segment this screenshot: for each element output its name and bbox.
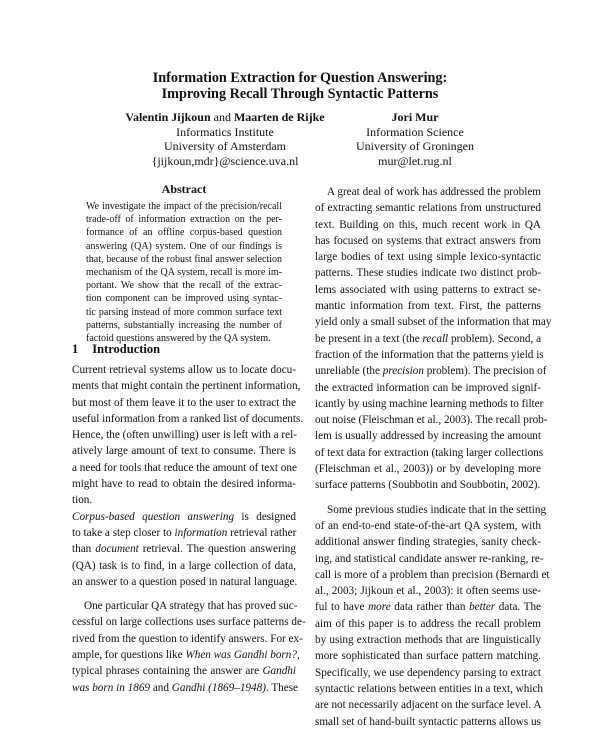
section-number: 1	[72, 342, 79, 356]
text-line: large bodies of text using simple lexico-syntactic	[315, 251, 541, 264]
author-email: {jijkoun,mdr}@science.uva.nl	[151, 153, 299, 168]
title-line-1: Information Extraction for Question Answering:	[152, 70, 448, 86]
text-line: useful information from a ranked list of documents.	[72, 412, 304, 425]
text-line: ments that might contain the pertinent information,	[72, 380, 301, 393]
text-line: We investigate the impact of the precision/recall	[86, 201, 282, 212]
text-line: are not necessarily adjacent on the surface level. A	[315, 699, 542, 712]
text-line: answering (QA) system. One of our findings is	[86, 240, 282, 252]
text-line: yield only a small subset of the information that may	[315, 316, 552, 329]
text-line: unreliable (the precision problem). The precision of	[315, 365, 547, 378]
text-line: portant. We show that the recall of the extrac-	[86, 280, 282, 292]
affiliation: University of Groningen	[356, 139, 474, 153]
text-line: might have to read to obtain the desired informa-	[72, 478, 296, 491]
text-line: an answer to a question posed in natural language.	[72, 575, 298, 588]
intro-paragraph-2	[72, 598, 306, 647]
text-line: trade-off of information extraction on the per-	[86, 214, 282, 226]
author-email: mur@let.rug.nl	[378, 153, 452, 168]
text-line: small set of hand-built syntactic patterns allows us	[315, 715, 541, 728]
text-line: (Fleischman et al., 2003)) or by developing more	[315, 463, 541, 476]
text-line: lems associated with using patterns to extract se-	[315, 283, 541, 296]
text-line: syntactic relations between entities in a text, which	[315, 682, 544, 695]
text-line: surface patterns (Soubbotin and Soubbotin, 2002).	[315, 479, 541, 492]
title-line-2: Improving Recall Through Syntactic Patterns	[161, 86, 439, 102]
text-line: atively large amount of text to consume. There is	[72, 445, 296, 458]
right-paragraph-2-cont	[315, 616, 544, 730]
text-line: formance of an offline corpus-based question	[86, 227, 282, 239]
text-line: out noise (Fleischman et al., 2003). The recall prob-	[315, 414, 548, 427]
text-line: patterns, substantially increasing the number of	[86, 319, 282, 331]
text-line: factoid questions answered by the QA system.	[86, 333, 271, 345]
text-line: a need for tools that reduce the amount of text one	[72, 461, 297, 474]
right-column	[315, 184, 552, 730]
author-name: Maarten de Rijke	[233, 110, 325, 124]
abstract-body	[86, 200, 282, 345]
text-line: additional answer finding strategies, sanity check-	[315, 536, 541, 549]
right-paragraph-1-cont	[315, 380, 548, 494]
text-line: to take a step closer to information retrieval rather	[72, 526, 297, 539]
section-title: Introduction	[92, 342, 161, 356]
author-group-left	[95, 110, 355, 168]
text-line: mantic information from text. First, the patterns	[315, 300, 541, 313]
text-line: Current retrieval systems allow us to locate docu-	[72, 364, 296, 376]
text-line: of an end-to-end state-of-the-art QA system, with	[315, 519, 541, 532]
text-line: cessful on large collections uses surface patterns de-	[72, 616, 306, 629]
right-paragraph-1	[315, 184, 552, 331]
text-line: Corpus-based question answering is designed	[72, 510, 297, 523]
affiliation: Information Science	[366, 124, 464, 139]
text-line: call is more of a problem than precision (Bernardi et	[315, 568, 550, 581]
text-line: of text data for extraction (taking larger collections	[315, 446, 544, 459]
text-line: was born in 1869 and Gandhi (1869–1948). These	[72, 681, 299, 694]
right-paragraph-2	[315, 502, 550, 600]
text-line: ful to have more data rather than better data. The	[315, 601, 542, 614]
affiliation: Informatics Institute	[176, 124, 274, 139]
text-line: ing, and statistical candidate answer re-ranking, re-	[315, 552, 544, 565]
abstract-heading: Abstract	[161, 182, 207, 196]
text-line: tic parsing instead of more common surface text	[86, 306, 282, 318]
text-line: tion.	[72, 494, 93, 507]
text-line: typical phrases containing the answer are Gandhi	[72, 665, 296, 678]
text-line: fraction of the information that the patterns yield is	[315, 348, 544, 361]
paper-title	[0, 70, 600, 102]
text-line: of extracting semantic relations from unstructured	[315, 202, 541, 215]
text-line: rived from the question to identify answers. For ex-	[72, 632, 303, 645]
section-heading	[72, 342, 160, 357]
text-line: be present in a text (the recall problem). Second, a	[315, 332, 542, 345]
text-line: al., 2003; Jijkoun et al., 2003): it often seems use-	[315, 585, 541, 598]
text-line: the extracted information can be improved signif-	[315, 381, 541, 394]
text-line: text. Building on this, much recent work in QA	[315, 218, 541, 231]
text-line: patterns. These studies indicate two distinct prob-	[315, 267, 541, 280]
text-line: (QA) task is to find, in a large collection of data,	[72, 559, 296, 572]
text-line: Hence, the (often unwilling) user is left with a rel-	[72, 429, 297, 442]
affiliation: University of Amsterdam	[164, 139, 286, 153]
text-line: ample, for questions like When was Gandhi born?,	[72, 649, 300, 662]
text-line: lem is usually addressed by increasing the amount	[315, 430, 541, 443]
author-name: Jori Mur	[391, 110, 439, 124]
text-line: has focused on systems that extract answers from	[315, 234, 541, 247]
text-line: more sophisticated than surface pattern matching.	[315, 650, 541, 663]
intro-left-column	[72, 362, 306, 696]
text-line: A great deal of work has addressed the problem	[327, 186, 541, 198]
text-line: icantly by using machine learning methods to filter	[315, 397, 544, 410]
text-line: One particular QA strategy that has proved suc-	[84, 600, 298, 613]
text-line: Some previous studies indicate that in the setting	[327, 503, 547, 516]
text-line: tion component can be improved using syntac-	[86, 293, 282, 305]
text-line: mechanism of the QA system, recall is more im-	[86, 267, 282, 279]
text-line: that, because of the robust final answer selection	[86, 253, 282, 265]
author-group-right	[330, 110, 500, 168]
text-line: Specifically, we use dependency parsing to extract	[315, 666, 541, 679]
text-line: aim of this paper is to address the recall problem	[315, 617, 541, 630]
text-line: but most of them leave it to the user to extract the	[72, 396, 296, 409]
author-conjunction: and	[213, 110, 231, 124]
intro-paragraph-1	[72, 362, 304, 509]
text-line: than document retrieval. The question answering	[72, 543, 296, 556]
text-line: by using extraction methods that are linguistically	[315, 634, 541, 647]
author-name: Valentin Jijkoun	[125, 110, 211, 124]
